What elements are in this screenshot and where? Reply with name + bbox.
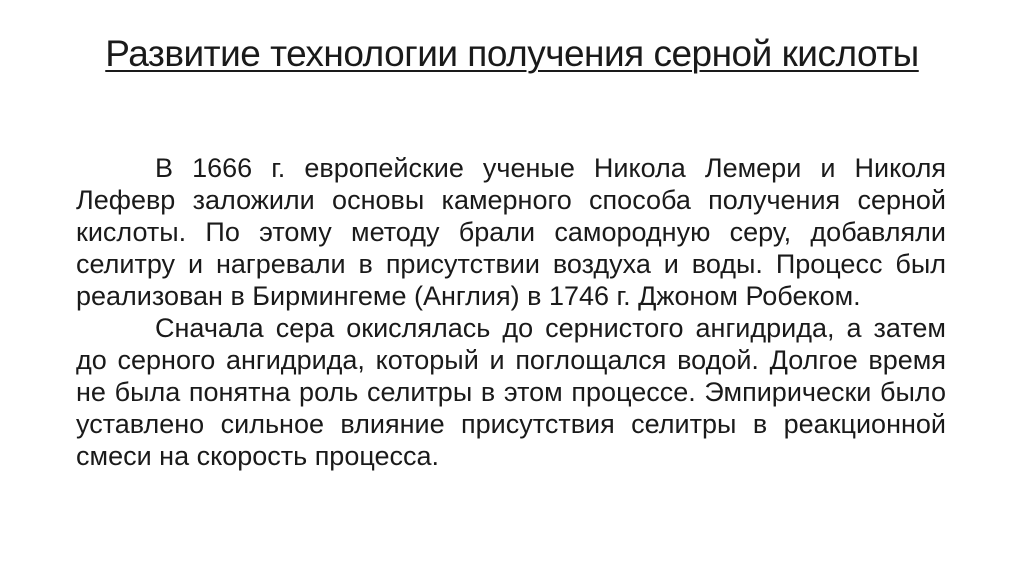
slide-body bbox=[76, 152, 946, 472]
paragraph-history: В 1666 г. европейские ученые Никола Лемери и Николя Лефевр заложили основы камерного способа получения серной кислоты. По этому методу брали самородную серу, добавляли селитру и нагревали в присутствии воздуха и воды. Процесс был реализован в Бирмингеме (Англия) в 1746 г. Джоном Робеком. bbox=[76, 153, 946, 311]
paragraph-process: Сначала сера окислялась до сернистого ангидрида, а затем до серного ангидрида, который и поглощался водой. Долгое время не была понятна роль селитры в этом процессе. Эмпирически было уставлено сильное влияние присутствия селитры в реакционной смеси на скорость процесса. bbox=[76, 313, 946, 471]
slide-title: Развитие технологии получения серной кислоты bbox=[105, 33, 919, 74]
